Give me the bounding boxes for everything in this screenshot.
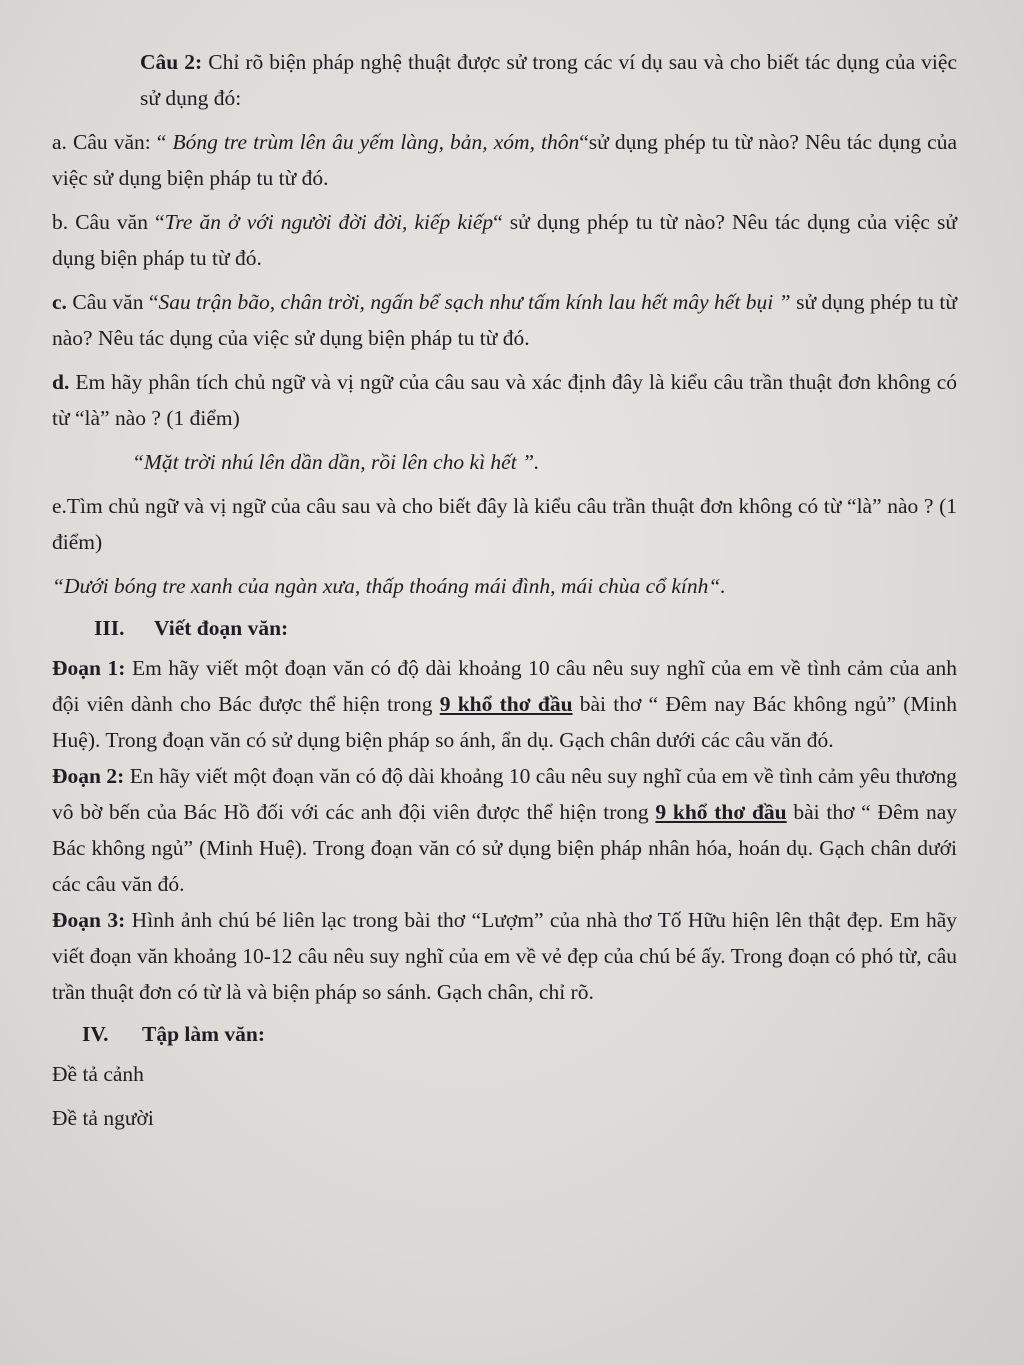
item-c-prefix: Câu văn “ [66,290,159,314]
item-b-prefix: b. Câu văn “ [52,210,165,234]
item-b-suffix: “ sử dụng phép tu từ nào? Nêu tác dụng của việc sử dụng biện pháp tu từ đó. [52,210,957,270]
item-d-label: d. [52,370,70,394]
doan1-before: Em hãy viết một đoạn văn có độ dài khoảng 10 câu nêu suy nghĩ của em về tình cảm của anh đội viên dành cho Bác được thể hiện trong [52,656,957,716]
item-c-label: c. [52,290,67,314]
section-4-number: IV. [82,1022,109,1046]
doan2-label: Đoạn 2: [52,764,125,788]
topic-scenery: Đề tả cảnh [52,1062,144,1086]
section-4-heading [52,1016,957,1052]
item-c-quote: Sau trận bão, chân trời, ngấn bể sạch như tấm kính lau hết mây hết bụi ” [158,290,791,314]
topic-person: Đề tả người [52,1106,154,1130]
item-d-text: Em hãy phân tích chủ ngữ và vị ngữ của câu sau và xác định đây là kiểu câu trần thuật đơn không có từ “là” nào ? (1 điểm) [52,370,957,430]
doan1-paragraph [52,650,957,758]
item-c [52,284,957,356]
doan3-paragraph [52,902,957,1010]
doan3-label: Đoạn 3: [52,908,126,932]
item-e-quote: “Dưới bóng tre xanh của ngàn xưa, thấp thoáng mái đình, mái chùa cổ kính“. [52,574,726,598]
section-4-title: Tập làm văn: [142,1022,266,1046]
doan2-after: bài thơ “ Đêm nay Bác không ngủ” (Minh Huệ). Trong đoạn văn có sử dụng biện pháp nhân hóa, hoán dụ. Gạch chân dưới các câu văn đó. [52,800,957,896]
item-d-quote: “Mặt trời nhú lên dần dần, rồi lên cho kì hết ”. [132,450,540,474]
section-3-title: Viết đoạn văn: [154,616,289,640]
item-c-suffix: sử dụng phép tu từ nào? Nêu tác dụng của việc sử dụng biện pháp tu từ đó. [52,290,958,350]
item-a-suffix: “sử dụng phép tu từ nào? Nêu tác dụng của việc sử dụng biện pháp tu từ đó. [52,130,957,190]
document-page [52,44,957,1136]
item-a-quote: Bóng tre trùm lên âu yếm làng, bản, xóm, thôn [172,130,580,154]
cau2-text: Chỉ rõ biện pháp nghệ thuật được sử trong các ví dụ sau và cho biết tác dụng của việc sử dụng đó: [140,50,957,110]
cau2-paragraph [52,44,957,116]
item-b [52,204,957,276]
item-a [52,124,957,196]
item-a-prefix: a. Câu văn: “ [52,130,173,154]
doan2-before: En hãy viết một đoạn văn có độ dài khoảng 10 câu nêu suy nghĩ của em về tình cảm yêu thương vô bờ bến của Bác Hồ đối với các anh đội viên được thể hiện trong [52,764,957,824]
doan1-after: bài thơ “ Đêm nay Bác không ngủ” (Minh Huệ). Trong đoạn văn có sử dụng biện pháp so ánh, ẩn dụ. Gạch chân dưới các câu văn đó. [52,692,957,752]
doan3-text: Hình ảnh chú bé liên lạc trong bài thơ “Lượm” của nhà thơ Tố Hữu hiện lên thật đẹp. Em hãy viết đoạn văn khoảng 10-12 câu nêu suy nghĩ của em về vẻ đẹp của chú bé ấy. Trong đoạn có phó từ, câu trần thuật đơn có từ là và biện pháp so sánh. Gạch chân, chỉ rõ. [52,908,957,1004]
doan2-paragraph [52,758,957,902]
section-3-heading [52,610,957,646]
doan2-underline: 9 khổ thơ đầu [655,800,787,824]
section-3-number: III. [94,616,125,640]
doan1-label: Đoạn 1: [52,656,126,680]
item-e: e.Tìm chủ ngữ và vị ngữ của câu sau và cho biết đây là kiểu câu trần thuật đơn không có từ “là” nào ? (1 điểm) [52,494,957,554]
doan1-underline: 9 khổ thơ đầu [439,692,573,716]
item-b-quote: Tre ăn ở với người đời đời, kiếp kiếp [164,210,494,234]
item-d [52,364,957,436]
cau2-label: Câu 2: [140,50,203,74]
